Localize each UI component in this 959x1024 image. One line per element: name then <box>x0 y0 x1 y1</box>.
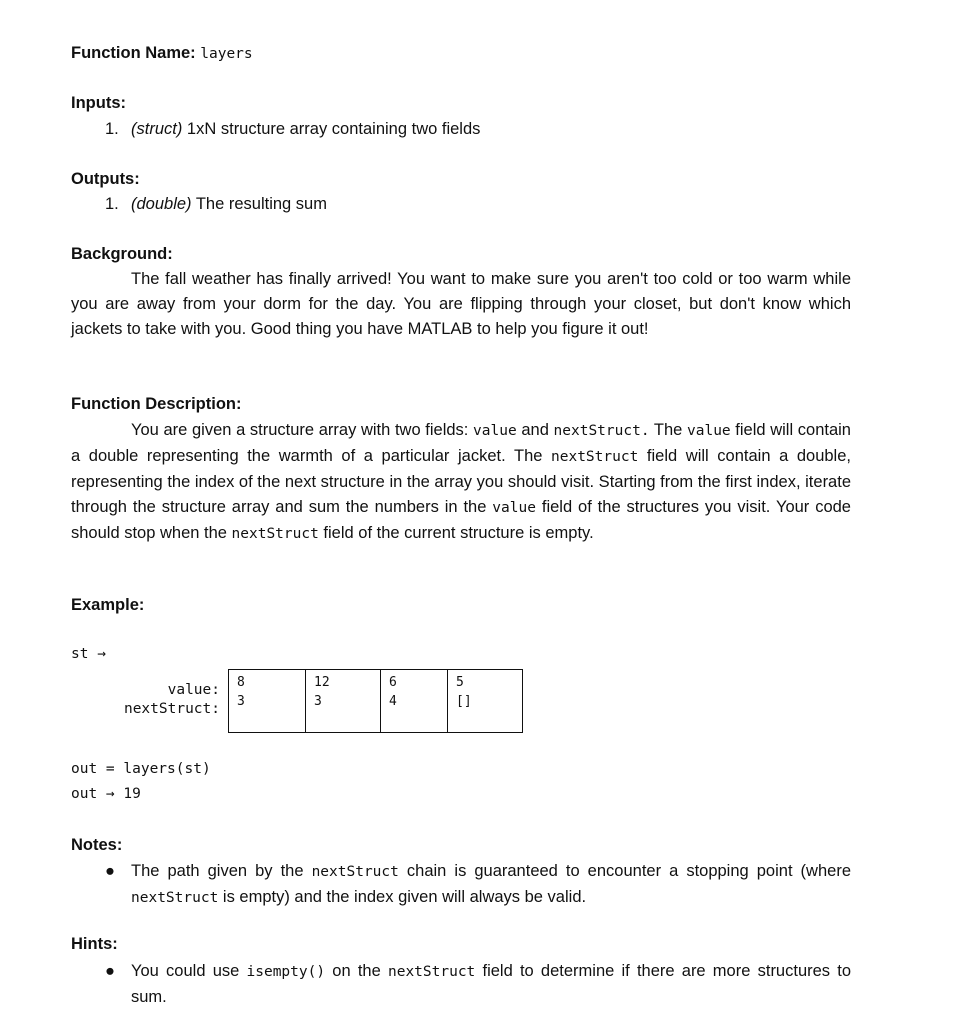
description-heading: Function Description: <box>71 395 242 413</box>
notes-heading: Notes: <box>71 836 123 854</box>
list-number: 1. <box>105 120 119 138</box>
hint-item: ● You could use isempty() on the nextStruct field to determine if there are more structures to sum. <box>105 959 851 1010</box>
background-heading: Background: <box>71 245 173 263</box>
struct-cell: 8 3 <box>229 670 306 733</box>
bullet-icon: ● <box>105 962 115 980</box>
outputs-heading: Outputs: <box>71 170 140 188</box>
struct-row-labels <box>80 681 220 719</box>
bullet-icon: ● <box>105 862 115 880</box>
description-text: You are given a structure array with two fields: value and nextStruct. The value field will contain a double representing the warmth of a particular jacket. The nextStruct field will contain a double, representing the index of the next structure in the array you should visit. Starting from the first index, iterate through the structure array and sum the numbers in the value field of the structures you visit. Your code should stop when the nextStruct field of the current structure is empty. <box>71 421 851 542</box>
note-item: ● The path given by the nextStruct chain is guaranteed to encounter a stopping point (where nextStruct is empty) and the index given will always be valid. <box>105 859 851 911</box>
function-name-label: Function Name: <box>71 44 196 62</box>
example-result: out → 19 <box>71 786 141 802</box>
example-call: out = layers(st) <box>71 761 211 777</box>
function-name-line <box>71 44 253 63</box>
list-number: 1. <box>105 195 119 213</box>
output-item <box>105 195 327 214</box>
output-type: (double) <box>131 195 192 213</box>
inputs-heading: Inputs: <box>71 94 126 112</box>
struct-cell: 5 [] <box>448 670 523 733</box>
input-item <box>105 120 480 139</box>
nextstruct-label: nextStruct: <box>123 701 220 717</box>
example-heading: Example: <box>71 596 145 614</box>
hints-heading: Hints: <box>71 935 118 953</box>
input-type: (struct) <box>131 120 183 138</box>
output-text: The resulting sum <box>191 195 327 213</box>
struct-cell: 12 3 <box>306 670 381 733</box>
background-text: The fall weather has finally arrived! You want to make sure you aren't too cold or too warm while you are away from your dorm for the day. You are flipping through your closet, but don't know which jackets to take with you. Good thing you have MATLAB to help you figure it out! <box>71 270 851 338</box>
struct-cell: 6 4 <box>381 670 448 733</box>
struct-array-table <box>228 669 523 733</box>
value-label: value: <box>167 682 220 698</box>
function-name: layers <box>200 46 253 62</box>
example-st-line: st → <box>71 646 106 662</box>
input-text: 1xN structure array containing two fields <box>182 120 481 138</box>
